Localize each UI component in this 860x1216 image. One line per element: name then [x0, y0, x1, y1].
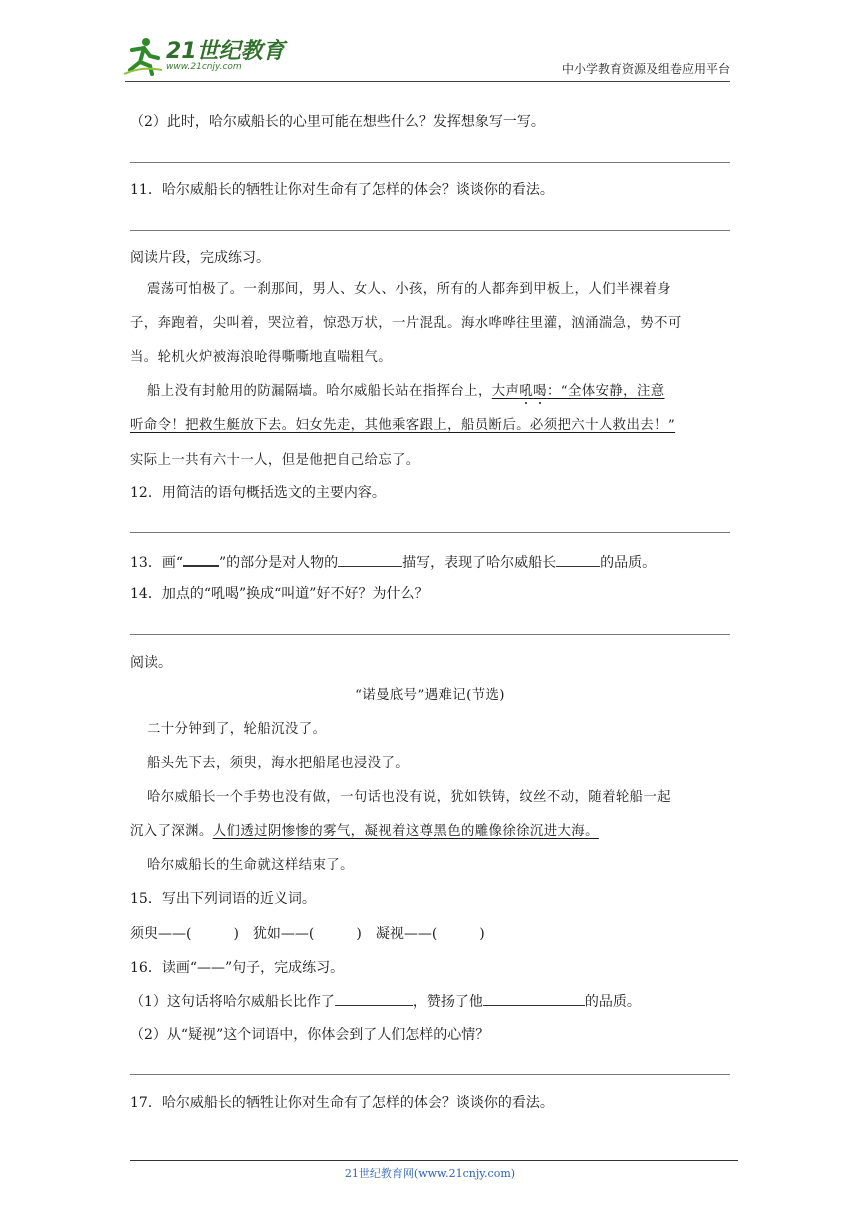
passage-4-line-1: 船头先下去，须臾，海水把船尾也浸没了。 — [147, 756, 410, 771]
footer-link[interactable]: 21世纪教育网(www.21cnjy.com) — [344, 1167, 516, 1180]
question-text: ”的部分是对人物的 — [218, 555, 339, 571]
runner-logo-icon — [122, 36, 162, 76]
answer-line[interactable] — [130, 162, 730, 163]
logo — [120, 28, 295, 82]
question-17: 17．哈尔威船长的牺牲让你对生命有了怎样的体会？谈谈你的看法。 — [130, 1095, 554, 1111]
question-text: 13．画“ — [130, 555, 183, 571]
reading-instruction-1: 阅读片段，完成练习。 — [130, 250, 270, 266]
header-divider — [125, 81, 730, 82]
dotted-char: 喝 — [533, 384, 547, 399]
passage-1-line-3: 当。轮机火炉被海浪呛得嘶嘶地直喘粗气。 — [130, 350, 393, 365]
question-text: ，赞扬了他 — [412, 994, 483, 1010]
passage-2-line-1 — [147, 382, 665, 402]
question-text: 的品质。 — [584, 994, 641, 1010]
underlined-sentence: 人们透过阴惨惨的雾气，凝视着这尊黑色的雕像徐徐沉进大海。 — [212, 824, 599, 839]
question-11: 11．哈尔威船长的牺牲让你对生命有了怎样的体会？谈谈你的看法。 — [130, 182, 554, 198]
question-13 — [130, 551, 656, 573]
logo-url: www.21cnjy.com — [166, 62, 242, 72]
question-14: 14．加点的“吼喝”换成“叫道”好不好？为什么？ — [130, 586, 429, 602]
dotted-char: 吼 — [519, 384, 534, 399]
question-12: 12．用简洁的语句概括选文的主要内容。 — [130, 485, 386, 501]
answer-line[interactable] — [130, 532, 730, 533]
blank[interactable] — [183, 551, 219, 567]
question-16-1 — [130, 991, 641, 1012]
question-16-2: （2）从“疑视”这个词语中，你体会到了人们怎样的心情？ — [130, 1027, 490, 1043]
page-header — [120, 28, 730, 82]
underlined-text: ：“全体安静，注意 — [546, 384, 665, 399]
passage-2-line-3: 实际上一共有六十一人，但是他把自己给忘了。 — [130, 453, 420, 468]
passage-5-line-2 — [130, 822, 599, 842]
question-15-words[interactable]: 须臾——( ) 犹如——( ) 凝视——( ) — [130, 926, 485, 942]
logo-text: 21世纪教育 — [166, 39, 285, 64]
question-text: 描写，表现了哈尔威船长 — [402, 555, 557, 571]
passage-5-line-1: 哈尔威船长一个手势也没有做，一句话也没有说，犹如铁铸，纹丝不动，随着轮船一起 — [147, 790, 672, 805]
answer-line[interactable] — [130, 1074, 730, 1075]
blank[interactable] — [338, 552, 402, 567]
platform-title: 中小学教育资源及组卷应用平台 — [561, 62, 730, 76]
blank[interactable] — [483, 991, 585, 1006]
footer-divider — [130, 1160, 738, 1161]
passage-text: 船上没有封舱用的防漏隔墙。哈尔威船长站在指挥台上， — [147, 384, 492, 399]
blank[interactable] — [335, 991, 413, 1006]
question-15: 15．写出下列词语的近义词。 — [130, 891, 316, 907]
blank[interactable] — [556, 552, 600, 567]
passage-1-line-1: 震荡可怕极了。一刹那间，男人、女人、小孩，所有的人都奔到甲板上，人们半裸着身 — [147, 282, 672, 297]
passage-3-line-1: 二十分钟到了，轮船沉没了。 — [147, 722, 327, 737]
passage-2-line-2: 听命令！把救生艇放下去。妇女先走，其他乘客跟上，船员断后。必须把六十人救出去！” — [130, 418, 676, 433]
passage-6-line-1: 哈尔威船长的生命就这样结束了。 — [147, 858, 354, 873]
passage-text: 沉入了深渊。 — [130, 824, 213, 839]
question-text: 的品质。 — [600, 555, 657, 571]
question-10-2: （2）此时，哈尔威船长的心里可能在想些什么？发挥想象写一写。 — [130, 114, 545, 130]
passage-title: “诺曼底号”遇难记(节选) — [355, 688, 505, 703]
answer-line[interactable] — [130, 230, 730, 231]
question-16: 16．读画“——”句子，完成练习。 — [130, 960, 345, 976]
question-text: （1）这句话将哈尔威船长比作了 — [130, 994, 335, 1010]
reading-instruction-2: 阅读。 — [130, 655, 172, 671]
underlined-text: 大声 — [491, 384, 520, 399]
answer-line[interactable] — [130, 634, 730, 635]
passage-1-line-2: 子，奔跑着，尖叫着，哭泣着，惊恐万状，一片混乱。海水哗哗往里灌，汹涌湍急，势不可 — [130, 316, 682, 331]
